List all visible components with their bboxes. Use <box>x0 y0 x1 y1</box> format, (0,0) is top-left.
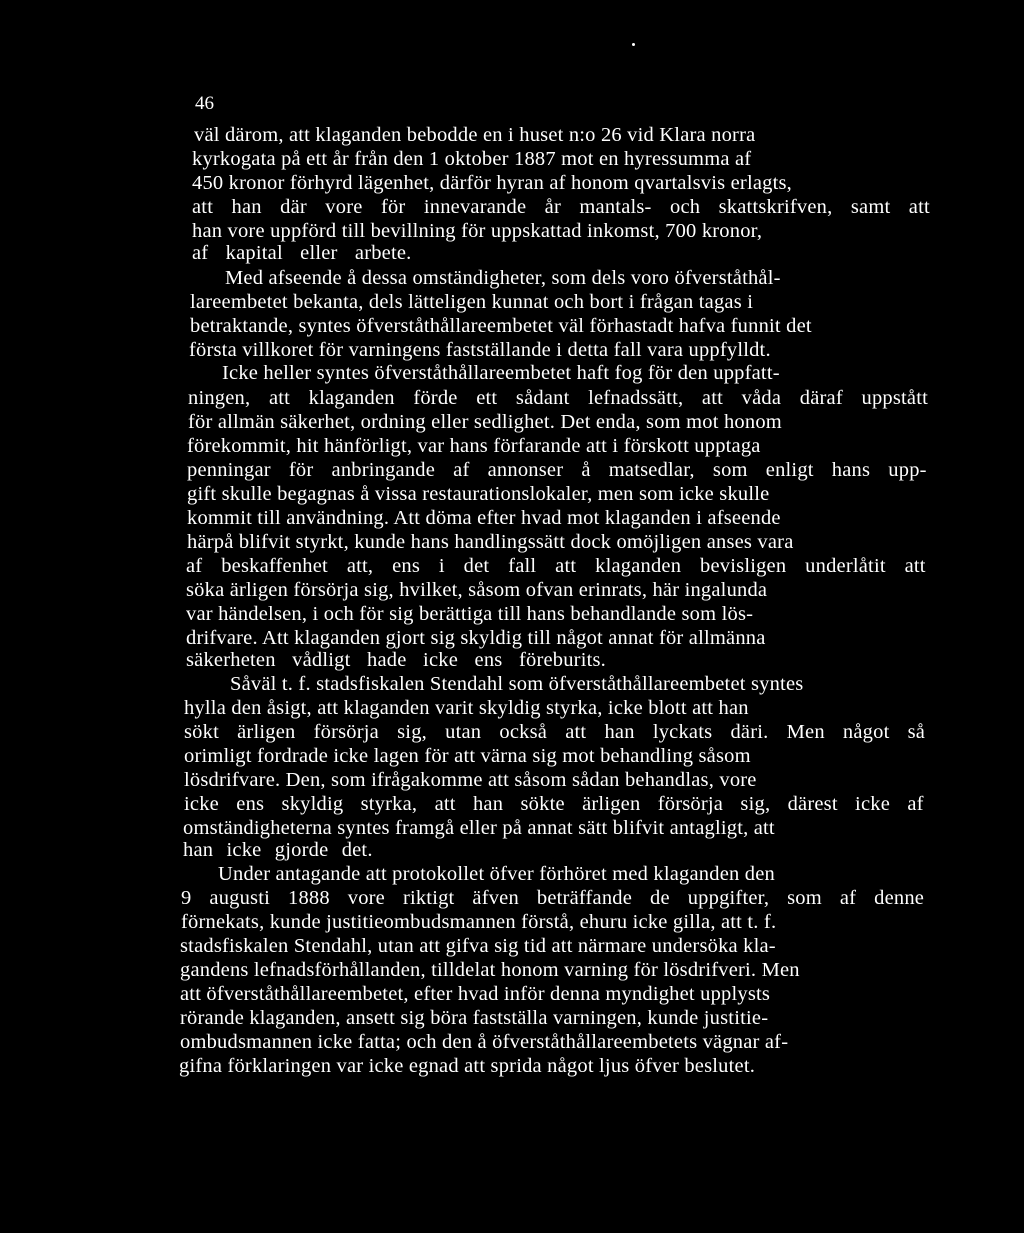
text-line: orimligt fordrade icke lagen för att värna sig mot behandling såsom <box>184 745 751 767</box>
text-line: att han där vore för innevarande år mantals- och skattskrifven, samt att <box>192 196 930 218</box>
text-line: Icke heller syntes öfverståthållareembetet haft fog för den uppfatt- <box>222 362 780 384</box>
text-line: hylla den åsigt, att klaganden varit skyldig styrka, icke blott att han <box>184 697 749 719</box>
text-line: af beskaffenhet att, ens i det fall att klaganden bevisligen underlåtit att <box>186 555 926 577</box>
text-line: ombudsmannen icke fatta; och den å öfverståthållareembetets vägnar af- <box>180 1031 789 1053</box>
text-line: kyrkogata på ett år från den 1 oktober 1887 mot en hyressumma af <box>192 148 752 170</box>
text-line: Med afseende å dessa omständigheter, som dels voro öfverståthål- <box>225 267 781 289</box>
text-line: penningar för anbringande af annonser å matsedlar, som enligt hans upp- <box>187 459 927 481</box>
text-line: var händelsen, i och för sig berättiga till hans behandlande som lös- <box>186 603 754 625</box>
text-line: att öfverståthållareembetet, efter hvad inför denna myndighet upplysts <box>180 983 771 1005</box>
text-line: betraktande, syntes öfverståthållareembetet väl förhastadt hafva funnit det <box>190 315 812 337</box>
text-line: af kapital eller arbete. <box>192 242 412 264</box>
text-line: gandens lefnadsförhållanden, tilldelat honom varning för lösdrifveri. Men <box>180 959 800 981</box>
page-number: 46 <box>195 93 214 114</box>
text-line: 450 kronor förhyrd lägenhet, därför hyran af honom qvartalsvis erlagts, <box>192 172 792 194</box>
text-line: Under antagande att protokollet öfver förhöret med klaganden den <box>218 863 775 885</box>
text-line: söka ärligen försörja sig, hvilket, såsom ofvan erinrats, här ingalunda <box>186 579 768 601</box>
text-line: för allmän säkerhet, ordning eller sedlighet. Det enda, som mot honom <box>188 411 782 433</box>
text-line: han icke gjorde det. <box>183 839 373 861</box>
text-line: ningen, att klaganden förde ett sådant lefnadssätt, att våda däraf uppstått <box>188 387 929 409</box>
text-line: väl därom, att klaganden bebodde en i huset n:o 26 vid Klara norra <box>194 124 756 146</box>
text-line: härpå blifvit styrkt, kunde hans handlingssätt dock omöjligen anses vara <box>187 531 794 553</box>
text-line: gifna förklaringen var icke egnad att sprida något ljus öfver beslutet. <box>179 1055 756 1077</box>
text-line: Såväl t. f. stadsfiskalen Stendahl som öfverståthållareembetet syntes <box>230 673 804 695</box>
text-line: gift skulle begagnas å vissa restaurationslokaler, men som icke skulle <box>187 483 770 505</box>
text-line: 9 augusti 1888 vore riktigt äfven beträffande de uppgifter, som af denne <box>181 887 925 909</box>
text-line: förekommit, hit hänförligt, var hans förfarande att i förskott upptaga <box>187 435 761 457</box>
text-line: sökt ärligen försörja sig, utan också att han lyckats däri. Men något så <box>184 721 926 743</box>
text-line: han vore uppförd till bevillning för uppskattad inkomst, 700 kronor, <box>192 220 763 242</box>
text-line: lösdrifvare. Den, som ifrågakomme att såsom sådan behandlas, vore <box>184 769 757 791</box>
text-line: rörande klaganden, ansett sig böra fastställa varningen, kunde justitie- <box>180 1007 769 1029</box>
text-line: drifvare. Att klaganden gjort sig skyldig till något annat för allmänna <box>186 627 766 649</box>
text-line: förnekats, kunde justitieombudsmannen förstå, ehuru icke gilla, att t. f. <box>181 911 777 933</box>
text-line: kommit till användning. Att döma efter hvad mot klaganden i afseende <box>187 507 781 529</box>
text-line: första villkoret för varningens fastställande i detta fall vara uppfylldt. <box>189 339 771 361</box>
text-line: säkerheten vådligt hade icke ens föreburits. <box>186 649 606 671</box>
text-line: stadsfiskalen Stendahl, utan att gifva sig tid att närmare undersöka kla- <box>180 935 776 957</box>
scan-speck <box>632 43 635 46</box>
text-line: lareembetet bekanta, dels lätteligen kunnat och bort i frågan tagas i <box>190 291 754 313</box>
text-line: omständigheterna syntes framgå eller på annat sätt blifvit antagligt, att <box>183 817 775 839</box>
text-line: icke ens skyldig styrka, att han sökte ärligen försörja sig, därest icke af <box>184 793 924 815</box>
